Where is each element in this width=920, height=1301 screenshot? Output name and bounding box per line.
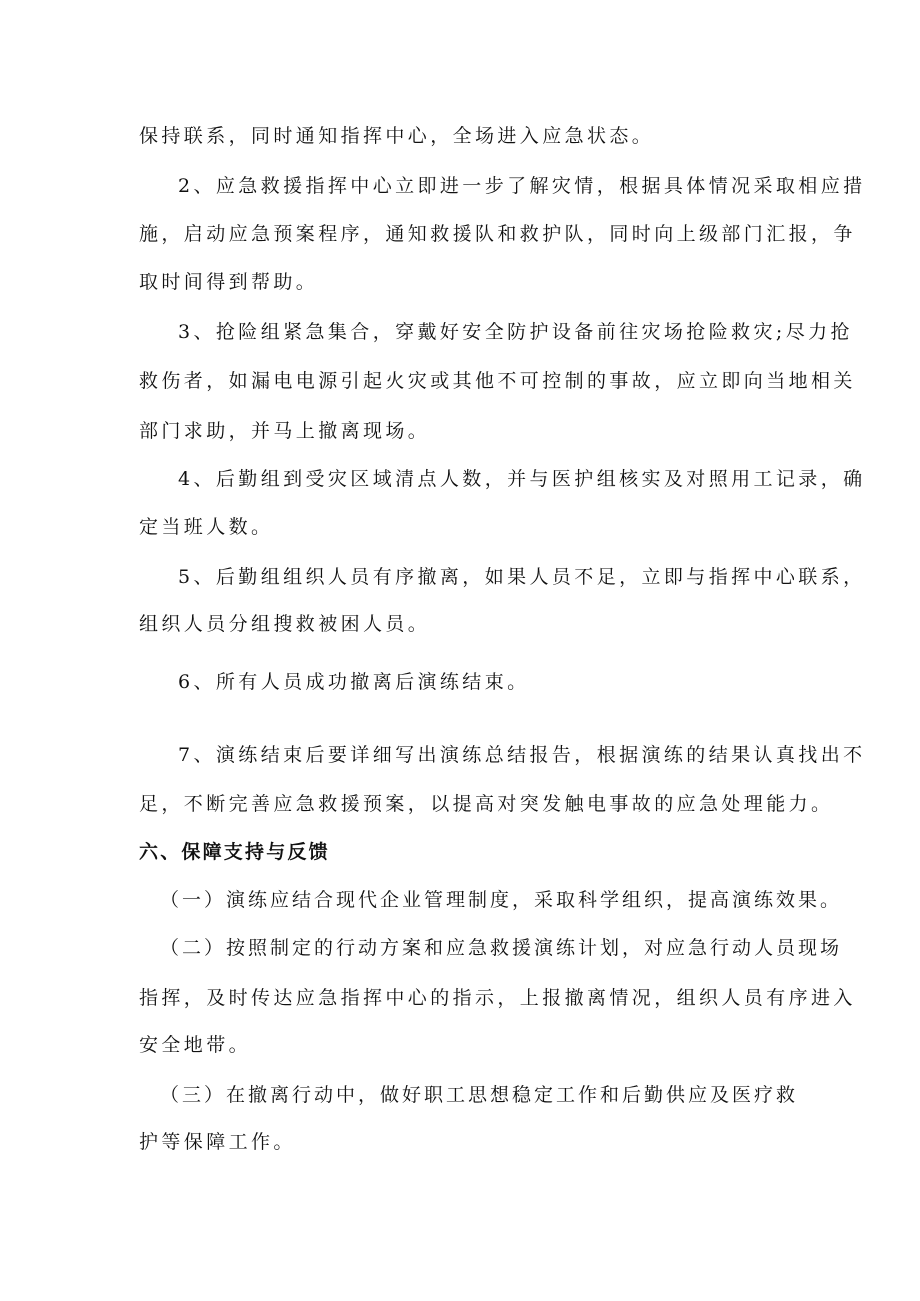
paragraph-2-line-1: 2、应急救援指挥中心立即进一步了解灾情，根据具体情况采取相应措 <box>178 175 866 197</box>
item-1-line-1: （一）演练应结合现代企业管理制度，采取科学组织，提高演练效果。 <box>160 889 843 911</box>
item-2-line-3: 安全地带。 <box>139 1034 252 1056</box>
paragraph-7-line-2: 足，不断完善应急救援预案，以提高对突发触电事故的应急处理能力。 <box>139 793 834 815</box>
paragraph-2-line-2: 施，启动应急预案程序，通知救援队和救护队，同时向上级部门汇报，争 <box>139 223 856 245</box>
paragraph-6-line-1: 6、所有人员成功撤离后演练结束。 <box>178 671 530 693</box>
paragraph-3-line-1: 3、抢险组紧急集合，穿戴好安全防护设备前往灾场抢险救灾;尽力抢 <box>178 321 853 343</box>
paragraph-5-line-1: 5、后勤组组织人员有序撤离，如果人员不足，立即与指挥中心联系， <box>178 566 866 588</box>
text-line: 保持联系，同时通知指挥中心，全场进入应急状态。 <box>139 125 655 147</box>
item-2-line-2: 指挥，及时传达应急指挥中心的指示，上报撤离情况，组织人员有序进入 <box>139 987 856 1009</box>
paragraph-3-line-2: 救伤者，如漏电电源引起火灾或其他不可控制的事故，应立即向当地相关 <box>139 370 856 392</box>
paragraph-5-line-2: 组织人员分组搜救被困人员。 <box>139 613 431 635</box>
paragraph-2-line-3: 取时间得到帮助。 <box>139 271 319 293</box>
item-3-line-2: 护等保障工作。 <box>139 1131 296 1153</box>
paragraph-4-line-1: 4、后勤组到受灾区域清点人数，并与医护组核实及对照用工记录，确 <box>178 468 866 490</box>
paragraph-3-line-3: 部门求助，并马上撤离现场。 <box>139 420 431 442</box>
paragraph-7-line-1: 7、演练结束后要详细写出演练总结报告，根据演练的结果认真找出不 <box>178 744 866 766</box>
paragraph-4-line-2: 定当班人数。 <box>139 516 274 538</box>
section-heading: 六、保障支持与反馈 <box>139 841 330 863</box>
item-2-line-1: （二）按照制定的行动方案和应急救援演练计划，对应急行动人员现场 <box>160 937 843 959</box>
item-3-line-1: （三）在撤离行动中，做好职工思想稳定工作和后勤供应及医疗救 <box>160 1084 799 1106</box>
